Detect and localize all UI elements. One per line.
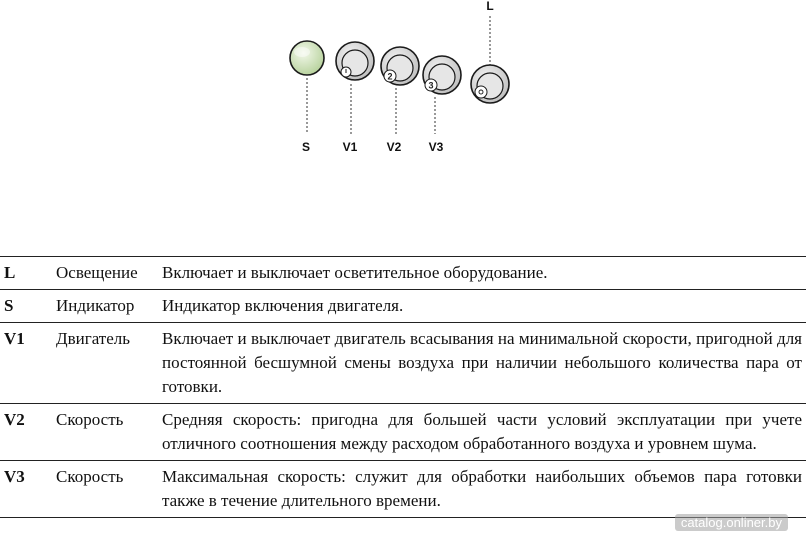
row-code: V2 xyxy=(4,410,25,429)
table-row xyxy=(0,257,806,290)
row-name: Скорость xyxy=(56,467,124,486)
row-name: Индикатор xyxy=(56,296,135,315)
knob-v3-number: 3 xyxy=(428,80,434,91)
knob-l xyxy=(471,65,509,103)
row-name: Двигатель xyxy=(56,329,131,348)
row-description: Индикатор включения двигателя. xyxy=(162,296,404,315)
label-s: S xyxy=(301,140,311,154)
row-description: Включает и выключает осветительное оборудование. xyxy=(162,263,548,282)
indicator-lamp-s xyxy=(290,41,324,134)
watermark: catalog.onliner.by xyxy=(675,514,788,531)
row-code: S xyxy=(4,296,14,315)
label-v1: V1 xyxy=(342,140,358,154)
row-name: Освещение xyxy=(56,263,138,282)
table-row xyxy=(0,404,806,461)
label-v3: V3 xyxy=(428,140,444,154)
row-description: Средняя скорость: пригодна для большей части условий эксплуатации при учете отличного соотношения между расходом обработанного воздуха и уровнем шума. xyxy=(162,410,802,453)
row-description: Включает и выключает двигатель всасывания на минимальной скорости, пригодной для постоянной бесшумной смены воздуха при наличии небольшого количества пара от готовки. xyxy=(162,329,802,396)
row-code: V3 xyxy=(4,467,25,486)
label-l: L xyxy=(486,0,494,13)
table-row xyxy=(0,461,806,518)
controls-table xyxy=(0,256,806,518)
row-code: V1 xyxy=(4,329,25,348)
row-description: Максимальная скорость: служит для обработки наибольших объемов пара готовки также в течение длительного времени. xyxy=(162,467,802,510)
row-code: L xyxy=(4,263,16,282)
knob-v2 xyxy=(381,47,419,134)
knob-v2-number: 2 xyxy=(387,71,393,82)
light-icon xyxy=(475,86,487,98)
knob-v1 xyxy=(336,42,374,134)
control-panel-diagram xyxy=(0,0,806,200)
table-row xyxy=(0,290,806,323)
label-v2: V2 xyxy=(386,140,402,154)
table-row xyxy=(0,323,806,404)
knob-v3 xyxy=(423,56,461,134)
row-name: Скорость xyxy=(56,410,124,429)
